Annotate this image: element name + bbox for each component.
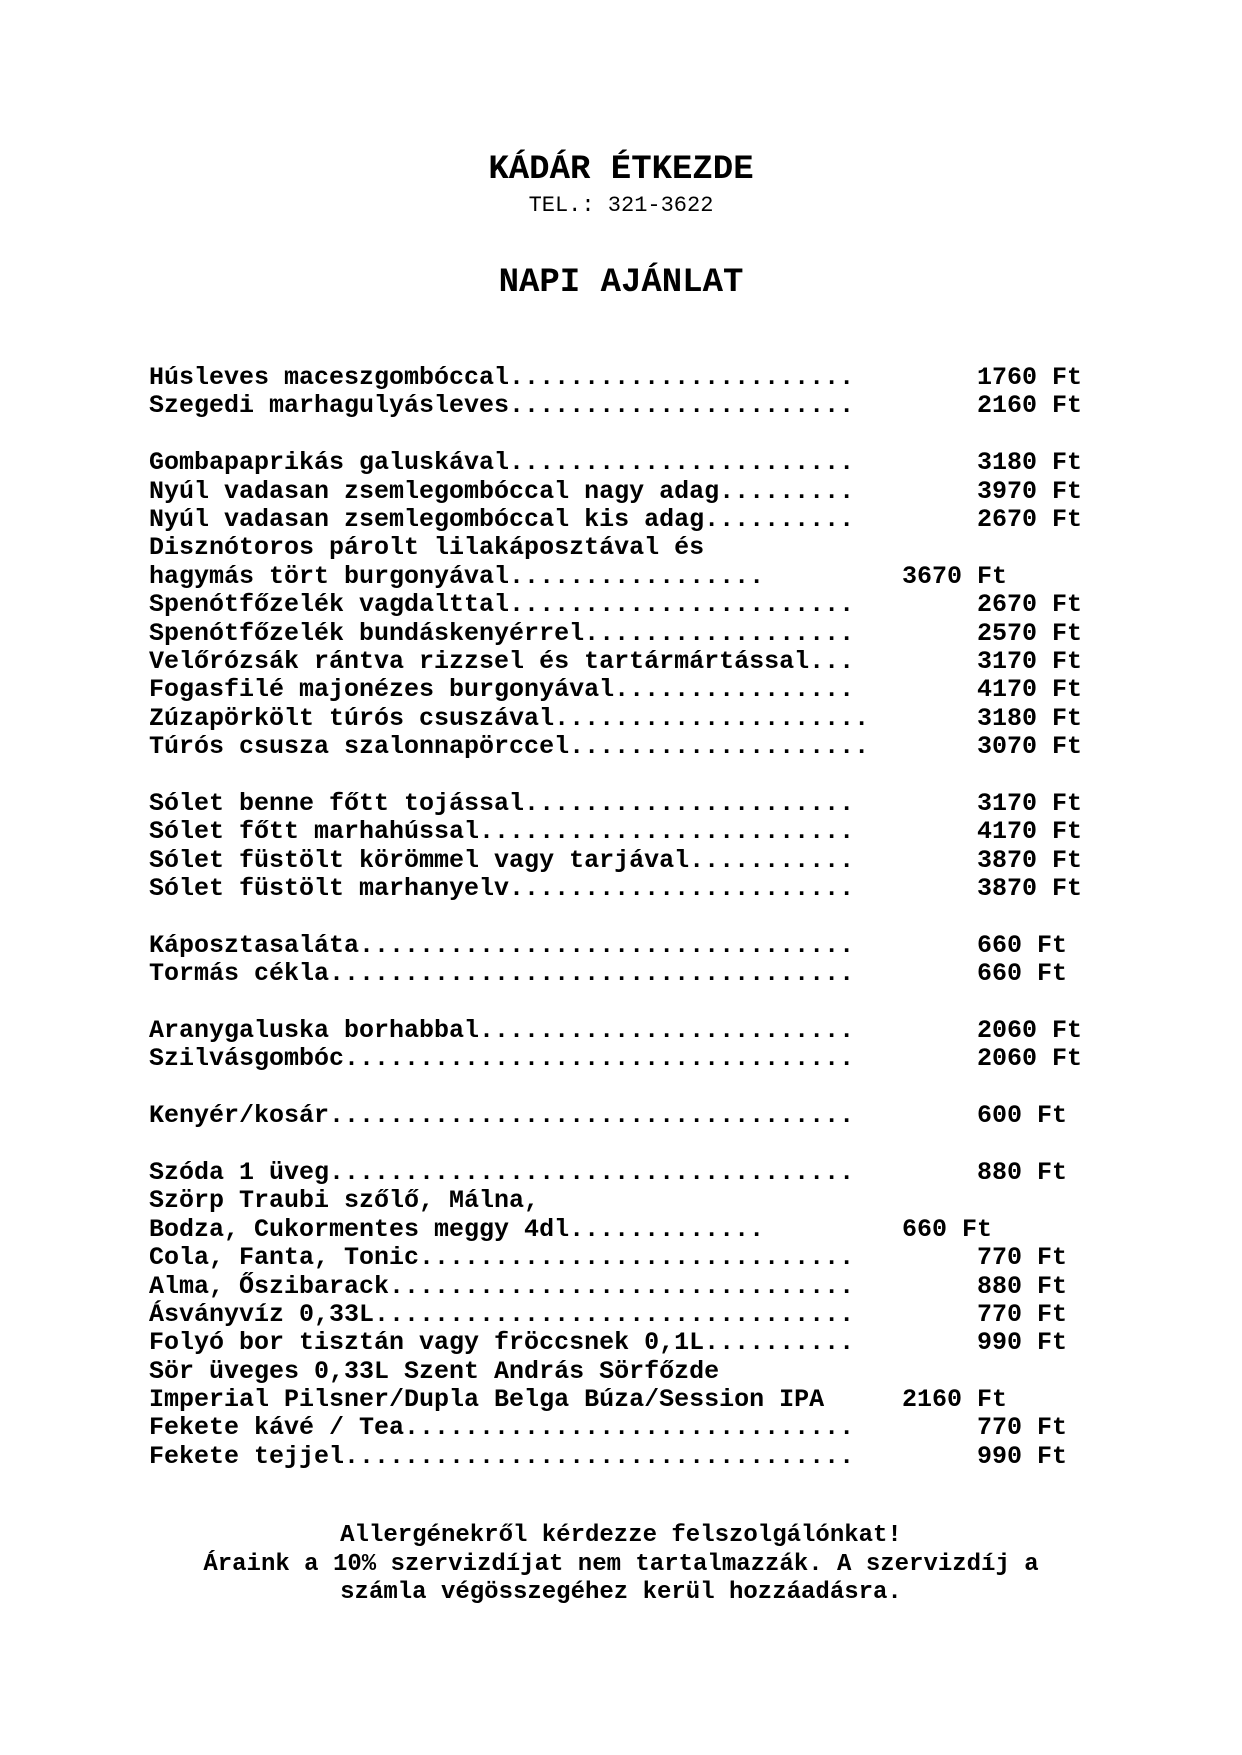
menu-item-price: 2670 Ft: [977, 590, 1083, 620]
menu-item-price: 3870 Ft: [977, 874, 1083, 904]
menu-item: [149, 1386, 1109, 1414]
menu-item: [149, 1159, 1109, 1187]
menu-item: [149, 1273, 1109, 1301]
menu-item-name: Sólet füstölt marhanyelv.......................: [149, 874, 855, 904]
menu-item-price: 3870 Ft: [977, 845, 1083, 875]
menu-item-name: Fekete kávé / Tea..............................: [149, 1413, 855, 1443]
menu-item-name: Velőrózsák rántva rizzsel és tartármártással...: [149, 646, 855, 676]
menu-item: [149, 620, 1109, 648]
menu-item-price: 2160 Ft: [902, 1385, 1008, 1415]
menu-item: [149, 591, 1109, 619]
menu-item: [149, 1414, 1109, 1442]
menu-item-price: 3170 Ft: [977, 788, 1083, 818]
menu-item-price: 600 Ft: [977, 1101, 1068, 1131]
menu-item: [149, 733, 1109, 761]
menu-item: [149, 1216, 1109, 1244]
menu-item: [149, 960, 1109, 988]
menu-item-name: Disznótoros párolt lilakáposztával és: [149, 533, 705, 563]
menu-item-name: Fekete tejjel..................................: [149, 1441, 855, 1471]
menu-item: [149, 875, 1109, 903]
menu-item-price: 990 Ft: [977, 1328, 1068, 1358]
menu-item-name: Káposztasaláta.................................: [149, 930, 855, 960]
menu-item: [149, 1443, 1109, 1471]
menu-item-price: 3070 Ft: [977, 732, 1083, 762]
menu-item-price: 3670 Ft: [902, 561, 1008, 591]
menu-item: [149, 478, 1109, 506]
menu-item-name: Nyúl vadasan zsemlegombóccal nagy adag.........: [149, 476, 855, 506]
footer-notice: [0, 1522, 1242, 1608]
menu-item-price: 880 Ft: [977, 1157, 1068, 1187]
menu-item: [149, 563, 1109, 591]
menu-item-name: Imperial Pilsner/Dupla Belga Búza/Session IPA: [149, 1385, 825, 1415]
menu-item-price: 3180 Ft: [977, 448, 1083, 478]
menu-item-name: Szörp Traubi szőlő, Málna,: [149, 1186, 540, 1216]
service-charge-notice-line-1: Áraink a 10% szervizdíjat nem tartalmazzák. A szervizdíj a: [203, 1550, 1039, 1578]
menu-item-name: Szilvásgombóc..................................: [149, 1044, 855, 1074]
menu-item: [149, 506, 1109, 534]
menu-item-price: 770 Ft: [977, 1413, 1068, 1443]
menu-item-price: 1760 Ft: [977, 363, 1083, 392]
menu-item-name: Sólet főtt marhahússal.........................: [149, 817, 855, 847]
menu-item-name: Bodza, Cukormentes meggy 4dl.............: [149, 1214, 765, 1244]
menu-item-name: Gombapaprikás galuskával.......................: [149, 448, 855, 478]
menu-item-name: Szegedi marhagulyásleves.......................: [149, 391, 855, 421]
menu-item: [149, 1102, 1109, 1130]
menu-item-name: Nyúl vadasan zsemlegombóccal kis adag..........: [149, 504, 855, 534]
menu-item: [149, 932, 1109, 960]
menu-item-price: 2160 Ft: [977, 391, 1083, 421]
menu-item-name: Spenótfőzelék bundáskenyérrel..................: [149, 618, 855, 648]
menu-item: [149, 648, 1109, 676]
menu-item: [149, 1301, 1109, 1329]
menu-item-price: 4170 Ft: [977, 675, 1083, 705]
menu-item-name: Ásványvíz 0,33L................................: [149, 1299, 855, 1329]
menu-item-name: Kenyér/kosár...................................: [149, 1101, 855, 1131]
menu-item-name: Tormás cékla...................................: [149, 959, 855, 989]
menu-item-price: 2060 Ft: [977, 1044, 1083, 1074]
menu-item-name: Sör üveges 0,33L Szent András Sörfőzde: [149, 1356, 720, 1386]
menu-item-price: 2570 Ft: [977, 618, 1083, 648]
restaurant-name: KÁDÁR ÉTKEZDE: [488, 151, 754, 189]
menu-item-name: Húsleves maceszgombóccal.......................: [149, 363, 855, 392]
menu-item-price: 990 Ft: [977, 1441, 1068, 1471]
menu-item: [149, 534, 1109, 562]
menu-heading: NAPI AJÁNLAT: [498, 264, 744, 302]
menu-item-price: 660 Ft: [902, 1214, 993, 1244]
menu-item: [149, 449, 1109, 477]
menu-item-name: Szóda 1 üveg...................................: [149, 1157, 855, 1187]
menu-item-price: 660 Ft: [977, 959, 1068, 989]
menu-list: [149, 364, 1109, 1471]
menu-item: [149, 1045, 1109, 1073]
telephone-number: TEL.: 321-3622: [528, 193, 714, 218]
menu-item-name: Alma, Őszibarack...............................: [149, 1271, 855, 1301]
menu-item-name: Túrós csusza szalonnapörccel....................: [149, 732, 870, 762]
menu-item-price: 880 Ft: [977, 1271, 1068, 1301]
menu-item: [149, 1017, 1109, 1045]
menu-item: [149, 847, 1109, 875]
menu-item-name: hagymás tört burgonyával.................: [149, 561, 765, 591]
menu-item-name: Zúzapörkölt túrós csuszával.....................: [149, 703, 870, 733]
menu-item-name: Sólet füstölt körömmel vagy tarjával...........: [149, 845, 855, 875]
menu-item: [149, 1187, 1109, 1215]
menu-item: [149, 790, 1109, 818]
menu-item-price: 4170 Ft: [977, 817, 1083, 847]
menu-item: [149, 676, 1109, 704]
menu-item: [149, 364, 1109, 392]
menu-item-price: 2060 Ft: [977, 1015, 1083, 1045]
service-charge-notice-line-2: számla végösszegéhez kerül hozzáadásra.: [340, 1579, 902, 1606]
menu-item-price: 3970 Ft: [977, 476, 1083, 506]
menu-item-name: Fogasfilé majonézes burgonyával................: [149, 675, 855, 705]
menu-item-price: 3180 Ft: [977, 703, 1083, 733]
menu-item-name: Aranygaluska borhabbal.........................: [149, 1015, 855, 1045]
allergen-notice: Allergénekről kérdezze felszolgálónkat!: [340, 1522, 902, 1549]
menu-item-price: 660 Ft: [977, 930, 1068, 960]
menu-item: [149, 705, 1109, 733]
menu-item: [149, 1358, 1109, 1386]
menu-item-name: Spenótfőzelék vagdalttal.......................: [149, 590, 855, 620]
menu-item-price: 3170 Ft: [977, 646, 1083, 676]
menu-item-price: 2670 Ft: [977, 504, 1083, 534]
menu-item: [149, 392, 1109, 420]
menu-item-name: Folyó bor tisztán vagy fröccsnek 0,1L..........: [149, 1328, 855, 1358]
menu-item: [149, 818, 1109, 846]
menu-item-price: 770 Ft: [977, 1299, 1068, 1329]
menu-item: [149, 1244, 1109, 1272]
menu-item-name: Cola, Fanta, Tonic.............................: [149, 1243, 855, 1273]
menu-item-name: Sólet benne főtt tojással......................: [149, 788, 855, 818]
menu-item: [149, 1329, 1109, 1357]
menu-item-price: 770 Ft: [977, 1243, 1068, 1273]
